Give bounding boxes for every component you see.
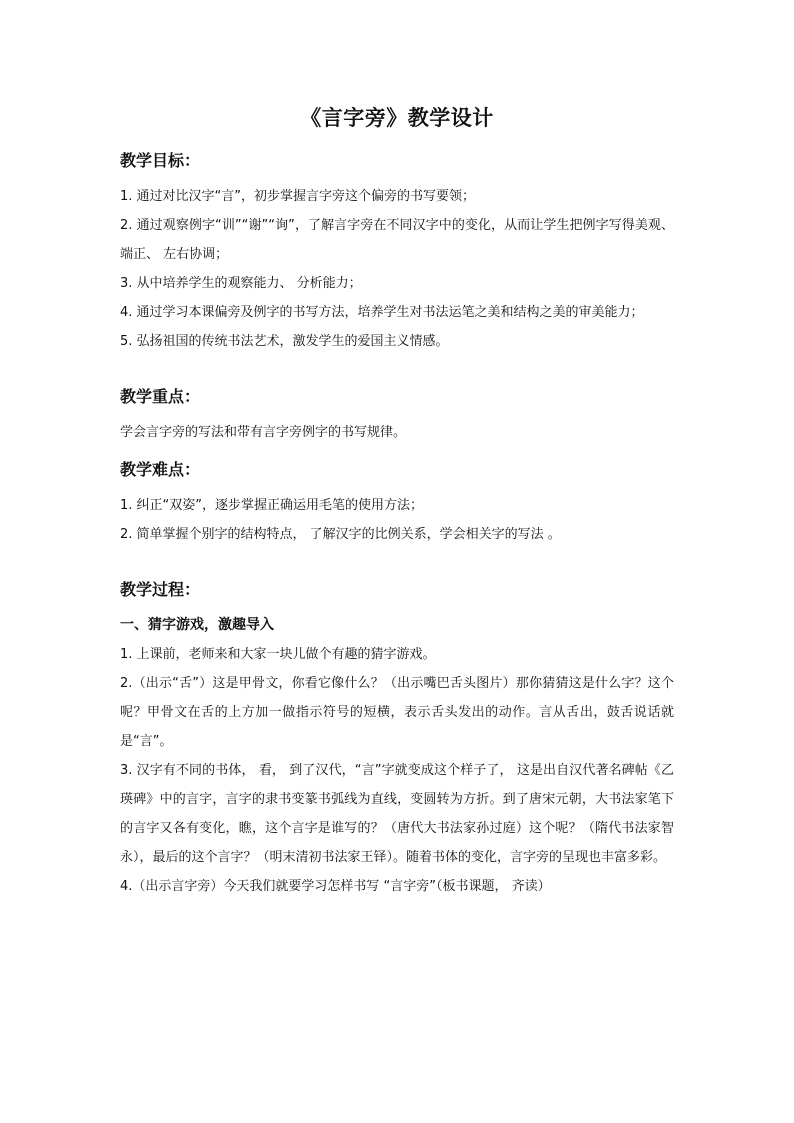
- spacer: [120, 447, 674, 455]
- objectives-section: [120, 146, 674, 356]
- key-points-text: 学会言字旁的写法和带有言字旁例字的书写规律。: [120, 425, 407, 440]
- objective-item-3: 3. 从中培养学生的观察能力、 分析能力；: [120, 276, 362, 291]
- process-item-4: 4.（出示言字旁）今天我们就要学习怎样书写 “言字旁”（板书课题， 齐读）: [120, 879, 551, 894]
- objectives-heading: 教学目标：: [120, 151, 201, 170]
- process-section1-title: 一、猜字游戏，激趣导入: [120, 617, 274, 633]
- process-heading: 教学过程：: [120, 580, 201, 599]
- process-item-2: 2.（出示“舌”）这是甲骨文，你看它像什么？（出示嘴巴舌头图片）那你猜猜这是什么字？这个呢？甲骨文在舌的上方加一做指示符号的短横，表示舌头发出的动作。言从舌出，鼓舌说话就是“言”。: [120, 676, 674, 749]
- key-points-heading: 教学重点：: [120, 387, 201, 406]
- process-item-1: 1. 上课前，老师来和大家一块儿做个有趣的猜字游戏。: [120, 647, 436, 662]
- objective-item-4: 4. 通过学习本课偏旁及例字的书写方法，培养学生对书法运笔之美和结构之美的审美能力；: [120, 305, 644, 320]
- process-item-3: 3. 汉字有不同的书体， 看， 到了汉代，“言”字就变成这个样子了， 这是出自汉代著名碑帖《乙瑛碑》中的言字，言字的隶书变篆书弧线为直线，变圆转为方折。到了唐宋元朝，大书法家笔下的言字又各有变化，瞧，这个言字是谁写的？（唐代大书法家孙过庭）这个呢？（隋代书法家智永），最后的这个言字？（明末清初书法家王铎）。随着书体的变化，言字旁的呈现也丰富多彩。: [120, 763, 674, 865]
- difficulties-section: [120, 455, 674, 549]
- objective-item-5: 5. 弘扬祖国的传统书法艺术，激发学生的爱国主义情感。: [120, 334, 449, 349]
- difficulty-item-1: 1. 纠正“双姿”，逐步掌握正确运用毛笔的使用方法；: [120, 498, 424, 513]
- objective-item-1: 1. 通过对比汉字“言”，初步掌握言字旁这个偏旁的书写要领；: [120, 189, 476, 204]
- key-points-section: [120, 382, 674, 447]
- process-section: [120, 575, 674, 901]
- objective-item-2: 2. 通过观察例字“训”“谢”“询”，了解言字旁在不同汉字中的变化，从而让学生把例字写得美观、 端正、 左右协调；: [120, 218, 674, 262]
- document-title: 《言字旁》教学设计: [300, 106, 494, 130]
- spacer: [120, 549, 674, 575]
- spacer: [120, 356, 674, 382]
- difficulties-heading: 教学难点：: [120, 460, 201, 479]
- difficulty-item-2: 2. 简单掌握个别字的结构特点， 了解汉字的比例关系，学会相关字的写法 。: [120, 527, 561, 542]
